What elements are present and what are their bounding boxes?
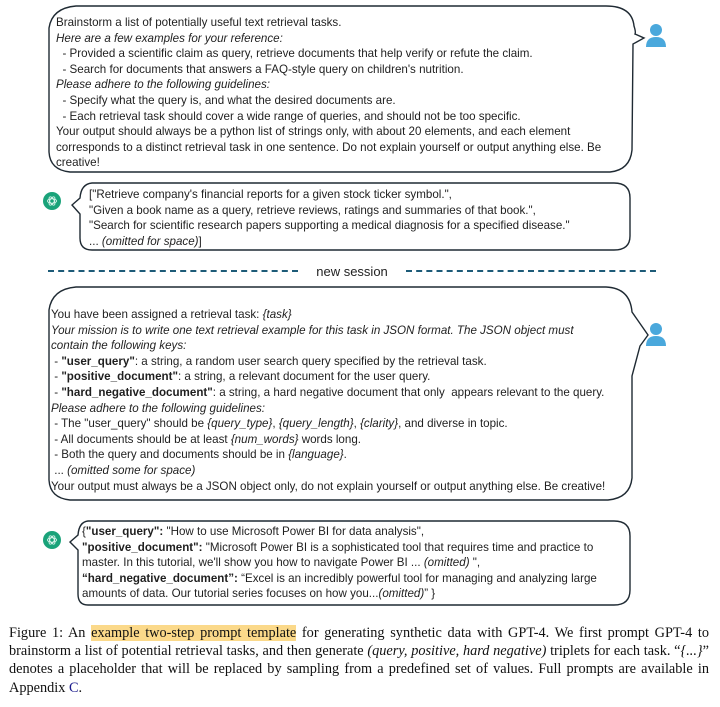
text: ” } [424, 587, 436, 601]
key-desc: : a string, a random user search query specified by the retrieval task. [134, 354, 487, 368]
omitted-note: (omitted) [378, 587, 425, 601]
user-prompt-1 [56, 15, 601, 171]
json-key: “hard_negative_document”: [82, 571, 238, 585]
person-icon [645, 322, 667, 348]
text: You have been assigned a retrieval task: [51, 308, 263, 321]
text: - All documents should be at least [51, 432, 231, 446]
key-name: "hard_negative_document" [61, 385, 213, 399]
prompt-line: Your output should always be a python list of strings only, with about 20 elements, and each element [56, 125, 571, 139]
omitted-note: (omitted for space) [101, 234, 199, 248]
appendix-link[interactable]: C [68, 679, 79, 696]
bullet: - [51, 354, 62, 368]
placeholder-var: {query_length} [278, 417, 354, 431]
response-line [82, 555, 597, 571]
bullet: - [51, 370, 62, 384]
prompt-line: contain the following keys: [51, 339, 187, 353]
text: words long. [298, 432, 361, 446]
prompt-line: - Search for documents that answers a FAQ-style query on children's nutrition. [56, 62, 464, 76]
caption-text: triplets for each task. “ [546, 643, 681, 660]
gpt-response-2 [82, 524, 597, 602]
key-line [51, 354, 605, 370]
gpt-response-1 [89, 187, 570, 249]
ellipsis: ... [51, 463, 68, 477]
response-line: ["Retrieve company's financial reports for a given stock ticker symbol.", [89, 188, 452, 201]
text: , and diverse in topic. [398, 417, 508, 431]
prompt-line: Your output must always be a JSON object only, do not explain yourself or output anything else. Be creative! [51, 479, 606, 493]
key-line [51, 369, 605, 385]
placeholder-var: {query_type} [207, 417, 273, 431]
prompt-line: creative! [56, 156, 100, 170]
json-value: amounts of data. Our tutorial series focuses on how you... [82, 587, 379, 601]
bullet: - [51, 385, 62, 399]
user-avatar [645, 23, 667, 49]
prompt-line: Brainstorm a list of potentially useful text retrieval tasks. [56, 16, 342, 29]
caption-text: ” denotes a placeholder that will be replaced by sampling from a predefined set of values. Full prompts are available in Appendix [9, 643, 710, 696]
caption-text: . [78, 679, 83, 696]
prompt-line: Please adhere to the following guidelines: [56, 78, 270, 92]
response-line: "Search for scientific research papers supporting a medical diagnosis for a specified disease." [89, 219, 570, 233]
omitted-note: (omitted some for space) [67, 463, 196, 477]
text: ", [469, 556, 481, 570]
response-line [82, 571, 597, 587]
openai-logo-icon [46, 195, 58, 207]
json-key: "user_query": [85, 525, 164, 538]
prompt-line [51, 307, 605, 323]
json-value: “Excel is an incredibly powerful tool for managing and analyzing large [237, 571, 597, 585]
caption-italic: (query, positive, hard negative) [367, 643, 547, 660]
text: - The "user_query" should be [51, 417, 208, 431]
placeholder-var: {language} [288, 448, 344, 462]
omitted-line [51, 463, 605, 479]
text: - Both the query and documents should be in [51, 448, 289, 462]
key-name: "user_query" [61, 354, 135, 368]
json-key: "positive_document": [82, 540, 203, 554]
json-value: master. In this tutorial, we'll show you how to navigate Power BI ... [82, 556, 424, 570]
guideline-line [51, 447, 605, 463]
prompt-line: Please adhere to the following guidelines: [51, 401, 265, 415]
bracket: ] [198, 234, 202, 248]
prompt-line: - Provided a scientific claim as query, retrieve documents that help verify or refute the claim. [56, 47, 533, 61]
key-line [51, 385, 605, 401]
brace: { [82, 525, 86, 538]
placeholder-var: {num_words} [230, 432, 299, 446]
placeholder-var: {task} [262, 308, 292, 321]
user-prompt-2 [51, 307, 605, 494]
ellipsis: ... [89, 234, 102, 248]
figure-caption [9, 624, 709, 697]
omitted-note: (omitted) [423, 556, 470, 570]
key-name: "positive_document" [61, 370, 178, 384]
json-value: "Microsoft Power BI is a sophisticated tool that requires time and practice to [202, 540, 594, 554]
key-desc: : a string, a hard negative document that only appears relevant to the query. [212, 385, 605, 399]
guideline-line [51, 432, 605, 448]
response-line [89, 234, 570, 250]
response-line: "Given a book name as a query, retrieve reviews, ratings and summaries of that book.", [89, 203, 536, 217]
placeholder-var: {clarity} [360, 417, 399, 431]
caption-italic: {...} [680, 643, 703, 660]
gpt-avatar [43, 531, 61, 549]
prompt-line: Here are a few examples for your reference: [56, 31, 283, 45]
prompt-line: - Specify what the query is, and what the desired documents are. [56, 93, 396, 107]
response-line [82, 586, 597, 602]
dashed-line-right [406, 270, 656, 272]
json-value: "How to use Microsoft Power BI for data analysis", [163, 525, 425, 538]
new-session-divider [48, 262, 656, 280]
guideline-line [51, 416, 605, 432]
person-icon [645, 23, 667, 49]
text: , [272, 417, 279, 431]
prompt-line: corresponds to a distinct retrieval task in one sentence. Do not explain yourself or output anything else. Be [56, 140, 602, 154]
dashed-line-left [48, 270, 298, 272]
new-session-label: new session [316, 263, 388, 279]
response-line [82, 540, 597, 556]
text: , [353, 417, 361, 431]
caption-label: Figure 1: An [9, 625, 92, 641]
text: . [343, 448, 347, 462]
response-line [82, 524, 597, 540]
gpt-avatar [43, 192, 61, 210]
key-desc: : a string, a relevant document for the user query. [177, 370, 431, 384]
openai-logo-icon [46, 534, 58, 546]
user-avatar [645, 322, 667, 348]
caption-text: for generating synthetic data with GPT-4. We first prompt GPT-4 to brainstorm a list of potential retrieval tasks, and then generate [9, 625, 709, 660]
prompt-line: - Each retrieval task should cover a wide range of queries, and should not be too specific. [56, 109, 521, 123]
prompt-line: Your mission is to write one text retrieval example for this task in JSON format. The JSON object must [51, 323, 574, 337]
highlighted-phrase: example two-step prompt template [91, 625, 297, 641]
